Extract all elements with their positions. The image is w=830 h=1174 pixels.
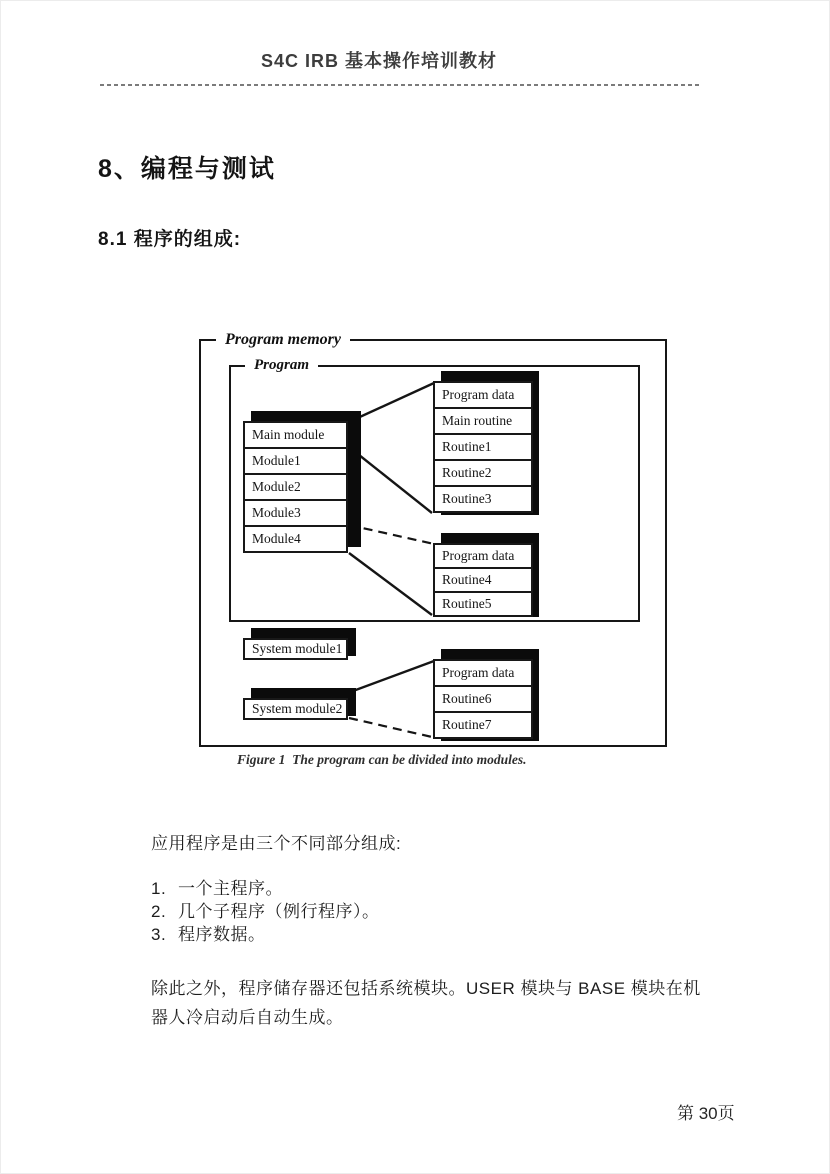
stack-row: Program data xyxy=(433,659,533,687)
section-heading: 8、编程与测试 xyxy=(98,155,276,183)
stack-row: Routine5 xyxy=(433,591,533,617)
list-item-text: 几个子程序（例行程序）。 xyxy=(178,902,380,921)
stack-row: Routine7 xyxy=(433,711,533,739)
stack-row: System module2 xyxy=(243,698,348,720)
stack-row: Main module xyxy=(243,421,348,449)
header-dashed-divider xyxy=(100,84,701,86)
stack-row: Routine1 xyxy=(433,433,533,461)
paragraph-line: 除此之外，程序储存器还包括系统模块。USER 模块与 BASE 模块在机 xyxy=(151,979,701,998)
body-paragraph xyxy=(151,974,751,1032)
list-item-number: 3. xyxy=(151,925,167,944)
document-header-title: S4C IRB 基本操作培训教材 xyxy=(261,51,498,71)
list-item-number: 2. xyxy=(151,902,167,921)
stack-row: Module1 xyxy=(243,447,348,475)
stack-row: Module4 xyxy=(243,525,348,553)
list-item-text: 程序数据。 xyxy=(178,925,266,944)
list-item-text: 一个主程序。 xyxy=(178,879,283,898)
list-item-number: 1. xyxy=(151,879,167,898)
stack-row: Program data xyxy=(433,543,533,569)
page-number: 第 30页 xyxy=(677,1104,735,1123)
paragraph-line: 器人冷启动后自动生成。 xyxy=(151,1008,344,1027)
list-item xyxy=(151,900,380,923)
stack-row: Routine2 xyxy=(433,459,533,487)
stack-row: Routine3 xyxy=(433,485,533,513)
intro-text: 应用程序是由三个不同部分组成: xyxy=(151,834,402,853)
stack-row: Main routine xyxy=(433,407,533,435)
stack-row: Module3 xyxy=(243,499,348,527)
program-label: Program xyxy=(245,358,318,373)
stack-row: Module2 xyxy=(243,473,348,501)
list-item xyxy=(151,923,380,946)
list-item xyxy=(151,877,380,900)
figure-caption: Figure 1 The program can be divided into modules. xyxy=(237,752,527,767)
program-memory-diagram xyxy=(199,331,667,747)
subsection-heading: 8.1 程序的组成: xyxy=(98,229,242,250)
composition-list xyxy=(151,877,380,946)
stack-row: Program data xyxy=(433,381,533,409)
stack-row: Routine6 xyxy=(433,685,533,713)
stack-row: Routine4 xyxy=(433,567,533,593)
stack-row: System module1 xyxy=(243,638,348,660)
program-memory-label: Program memory xyxy=(216,332,350,348)
